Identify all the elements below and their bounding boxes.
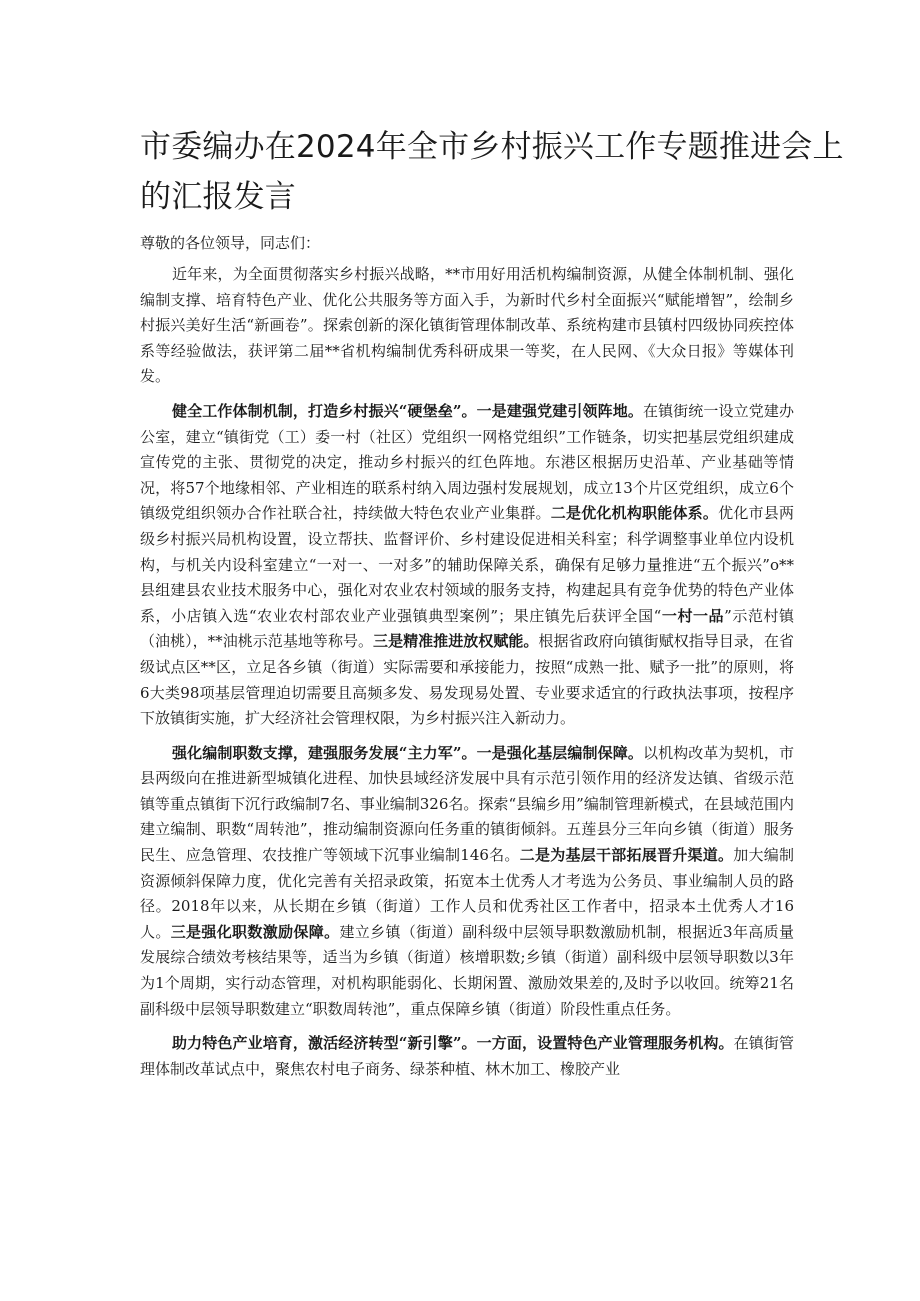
title-line-1: 市委编办在2024年全市乡村振兴工作专题推进会上 xyxy=(140,129,844,165)
section-1-text-2c: ”示范村镇（油桃）， xyxy=(140,606,794,651)
section-2-paragraph xyxy=(140,741,794,1023)
section-1-text-2d: **油桃示范基地等称号。 xyxy=(207,632,374,651)
section-2-text-3: 建立乡镇（街道）副科级中层领导职数激励机制，根据近3年高质量发展综合绩效考核结果等，适当为乡镇（街道）核增职数;乡镇（街道）副科级中层领导职数以3年为1个周期，实行动态管理，对机构职能弱化、长期闲置、激励效果差的,及时予以收回。统筹21名副科级中层领导职数建立“职数周转池”，重点保障乡镇（街道）阶段性重点任务。 xyxy=(140,922,794,1018)
section-2-text-2: 加大编制资源倾斜保障力度，优化完善有关招录政策，拓宽本土优秀人才考选为公务员、事业编制人员的路径。2018年以来，从长期在乡镇（街道）工作人员和优秀社区工作者中，招录本土优秀人才16人。 xyxy=(140,846,794,941)
document-body xyxy=(140,262,794,1091)
section-2-subheading-3: 三是强化职数激励保障。 xyxy=(170,922,340,941)
section-3-text-1: 在镇街管理体制改革试点中，聚焦农村电子商务、绿茶种植、林木加工、橡胶产业 xyxy=(140,1034,794,1078)
section-2-heading: 强化编制职数支撑，建强服务发展“主力军”。一是强化基层编制保障。 xyxy=(172,743,643,762)
section-1-heading: 健全工作体制机制，打造乡村振兴“硬堡垒”。一是建强党建引领阵地。 xyxy=(172,401,643,420)
intro-paragraph: 近年来，为全面贯彻落实乡村振兴战略，**市用好用活机构编制资源，从健全体制机制、强化编制支撑、培育特色产业、优化公共服务等方面入手，为新时代乡村全面振兴“赋能增智”，绘制乡村振兴美好生活“新画卷”。探索创新的深化镇街管理体制改革、系统构建市县镇村四级协同疾控体系等经验做法，获评第二届**省机构编制优秀科研成果一等奖，在人民网、《大众日报》等媒体刊发。 xyxy=(140,265,794,386)
section-1-text-2b: 一村一品 xyxy=(661,606,725,625)
section-1-text-2a: 优化市县两级乡村振兴局机构设置，设立帮扶、监督评价、乡村建设促进相关科室；科学调整事业单位内设机构，与机关内设科室建立“一对一、一对多”的辅助保障关系，确保有足够力量推进“五个振兴”o**县组建县农业技术服务中心，强化对农业农村领域的服务支持，构建起具有竞争优势的特色产业体系，小店镇入选“农业农村部农业产业强镇典型案例”；果庄镇先后获评全国“ xyxy=(140,504,794,625)
section-1-paragraph xyxy=(140,399,794,732)
section-3-paragraph xyxy=(140,1031,794,1082)
section-1-subheading-2: 二是优化机构职能体系。 xyxy=(550,504,719,523)
section-1-text-3: 根据省政府向镇街赋权指导目录，在省级试点区**区，立足各乡镇（街道）实际需要和承接能力，按照“成熟一批、赋予一批”的原则，将6大类98项基层管理迫切需要且高频多发、易发现易处置、专业要求适宜的行政执法事项，按程序下放镇街实施，扩大经济社会管理权限，为乡村振兴注入新动力。 xyxy=(140,632,794,728)
section-2-subheading-2: 二是为基层干部拓展晋升渠道。 xyxy=(519,846,734,865)
section-2-text-1: 以机构改革为契机，市县两级向在推进新型城镇化进程、加快县域经济发展中具有示范引领作用的经济发达镇、省级示范镇等重点镇街下沉行政编制7名、事业编制326名。探索“县编乡用”编制管理新模式，在县域范围内建立编制、职数“周转池”，推动编制资源向任务重的镇街倾斜。五莲县分三年向乡镇（街道）服务民生、应急管理、农技推广等领域下沉事业编制146名。 xyxy=(140,743,794,865)
section-3-heading: 助力特色产业培育，激活经济转型“新引擎”。一方面，设置特色产业管理服务机构。 xyxy=(172,1034,734,1053)
section-1-text-1: 在镇街统一设立党建办公室，建立“镇街党（工）委一村（社区）党组织一网格党组织”工作链条，切实把基层党组织建成宣传党的主张、贯彻党的决定，推动乡村振兴的红色阵地。东港区根据历史沿革、产业基础等情况，将57个地缘相邻、产业相连的联系村纳入周边强村发展规划，成立13个片区党组织，成立6个镇级党组织领办合作社联合社，持续做大特色农业产业集群。 xyxy=(140,401,794,523)
salutation: 尊敬的各位领导，同志们： xyxy=(140,234,321,252)
section-1-subheading-3: 三是精准推进放权赋能。 xyxy=(373,632,539,651)
document-title xyxy=(140,122,844,222)
title-line-2: 的汇报发言 xyxy=(140,179,296,215)
